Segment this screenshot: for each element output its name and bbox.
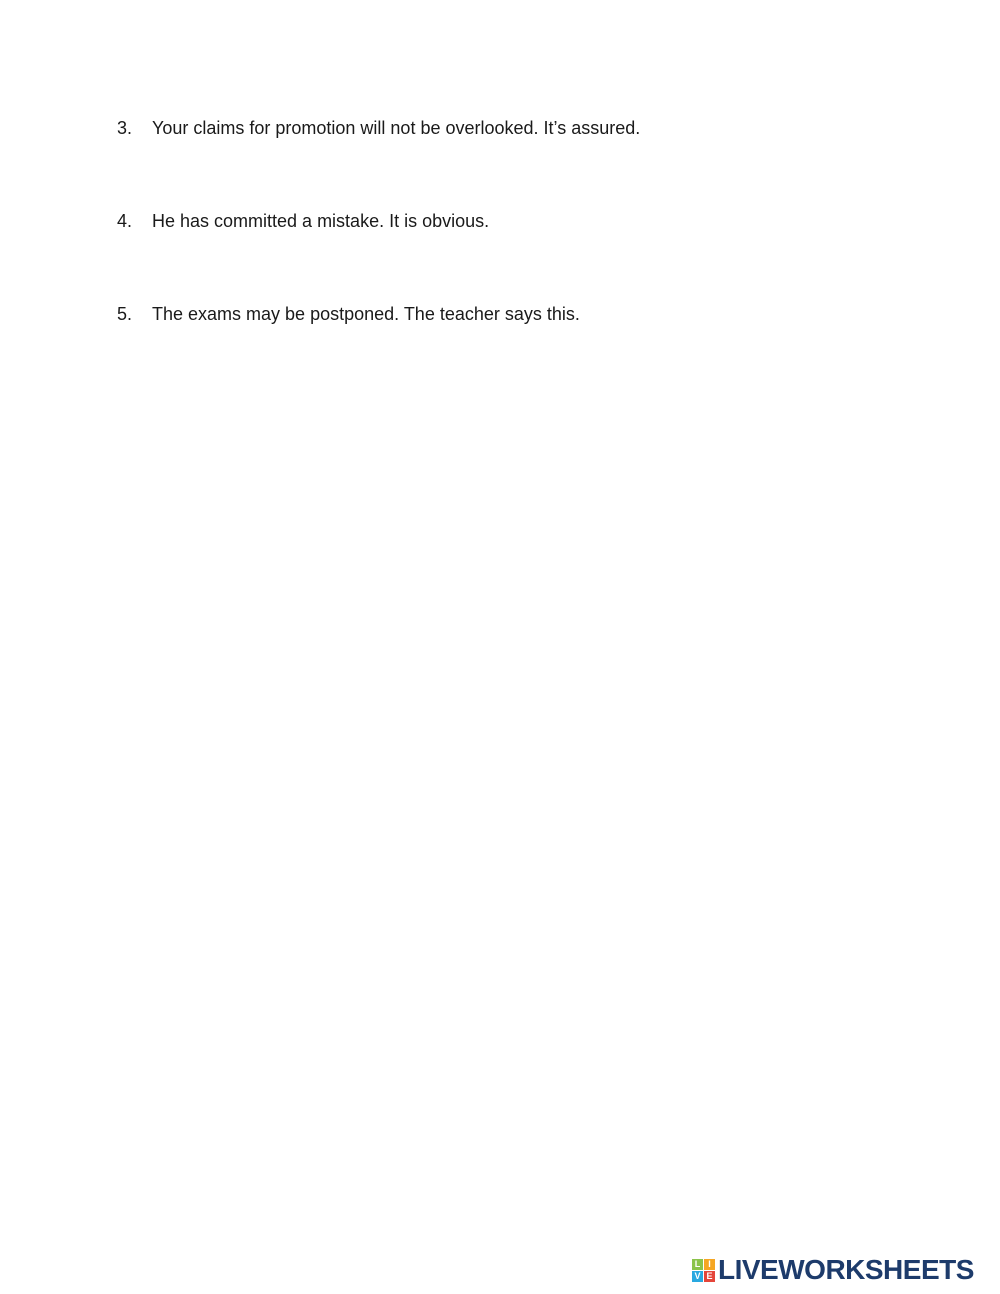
logo-mark-icon	[692, 1259, 715, 1282]
logo-letter-i: I	[704, 1259, 715, 1270]
logo-letter-e: E	[704, 1271, 715, 1282]
exercise-item-4	[117, 210, 489, 232]
item-text: The exams may be postponed. The teacher says this.	[152, 304, 580, 324]
logo-letter-l: L	[692, 1259, 703, 1270]
item-text: Your claims for promotion will not be overlooked. It’s assured.	[152, 118, 641, 138]
item-number: 3.	[117, 118, 133, 138]
exercise-item-3	[117, 117, 640, 139]
liveworksheets-logo	[692, 1255, 974, 1285]
logo-letter-v: V	[692, 1271, 703, 1282]
item-number: 4.	[117, 211, 133, 231]
item-text: He has committed a mistake. It is obvious.	[152, 211, 490, 231]
exercise-item-5	[117, 303, 580, 325]
item-number: 5.	[117, 304, 133, 324]
logo-wordmark: LIVEWORKSHEETS	[718, 1254, 974, 1285]
